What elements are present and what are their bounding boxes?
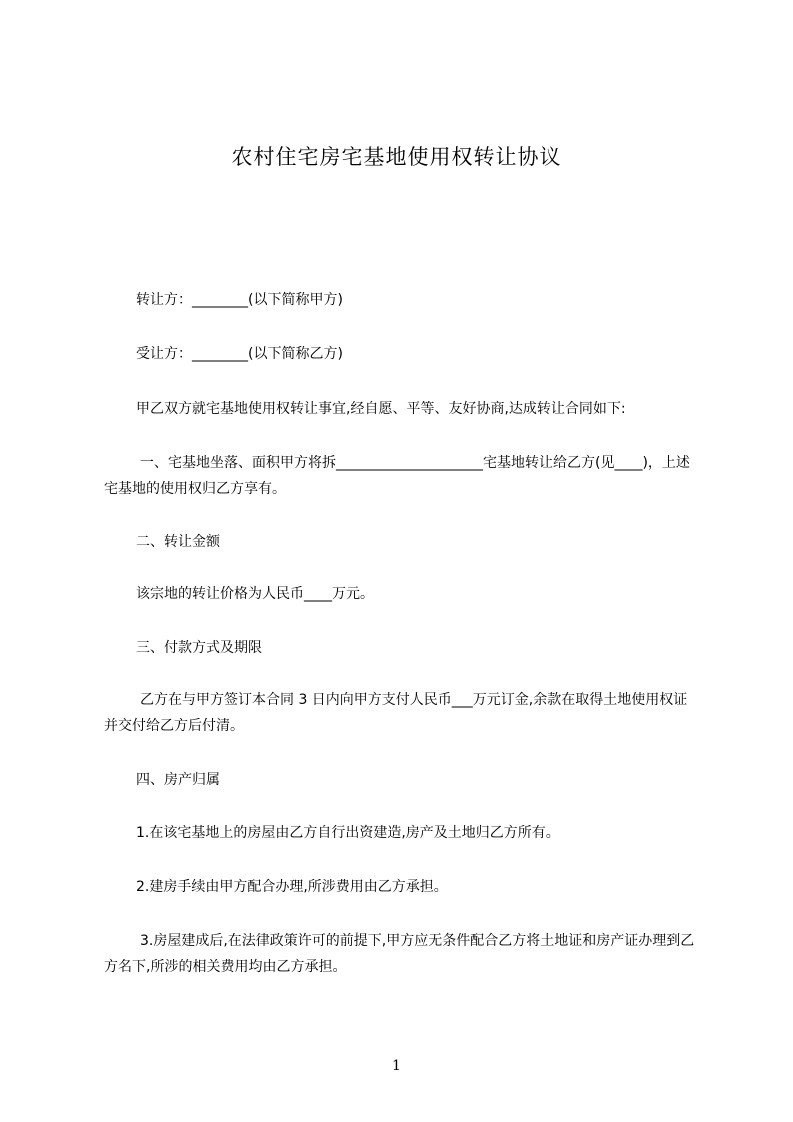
paragraph-section-2-body: 该宗地的转让价格为人民币____万元。 (136, 586, 374, 602)
heading-section-3: 三、付款方式及期限 (136, 640, 262, 656)
document-title: 农村住宅房宅基地使用权转让协议 (231, 145, 562, 169)
paragraph-section-1: 一、宅基地坐落、面积甲方将拆_____________________宅基地转让给乙方(见____)，上述宅基地的使用权归乙方享有。 (104, 455, 690, 497)
paragraph-section-4-item-1: 1.在该宅基地上的房屋由乙方自行出资建造,房产及土地归乙方所有。 (136, 825, 560, 841)
paragraph-section-4-item-3: 3.房屋建成后,在法律政策许可的前提下,甲方应无条件配合乙方将土地证和房产证办理到乙方名下,所涉的相关费用均由乙方承担。 (104, 933, 695, 975)
heading-section-2: 二、转让金额 (136, 534, 220, 550)
page-number: 1 (392, 1058, 401, 1074)
paragraph-transferee: 受让方：________(以下简称乙方) (136, 346, 343, 362)
paragraph-section-3-body: 乙方在与甲方签订本合同 3 日内向甲方支付人民币___万元订金,余款在取得土地使用权证并交付给乙方后付清。 (104, 692, 688, 734)
heading-section-4: 四、房产归属 (136, 772, 220, 788)
paragraph-preamble: 甲乙双方就宅基地使用权转让事宜,经自愿、平等、友好协商,达成转让合同如下: (136, 401, 626, 417)
paragraph-section-4-item-2: 2.建房手续由甲方配合办理,所涉费用由乙方承担。 (136, 879, 448, 895)
paragraph-transferor: 转让方：________(以下简称甲方) (136, 292, 343, 308)
